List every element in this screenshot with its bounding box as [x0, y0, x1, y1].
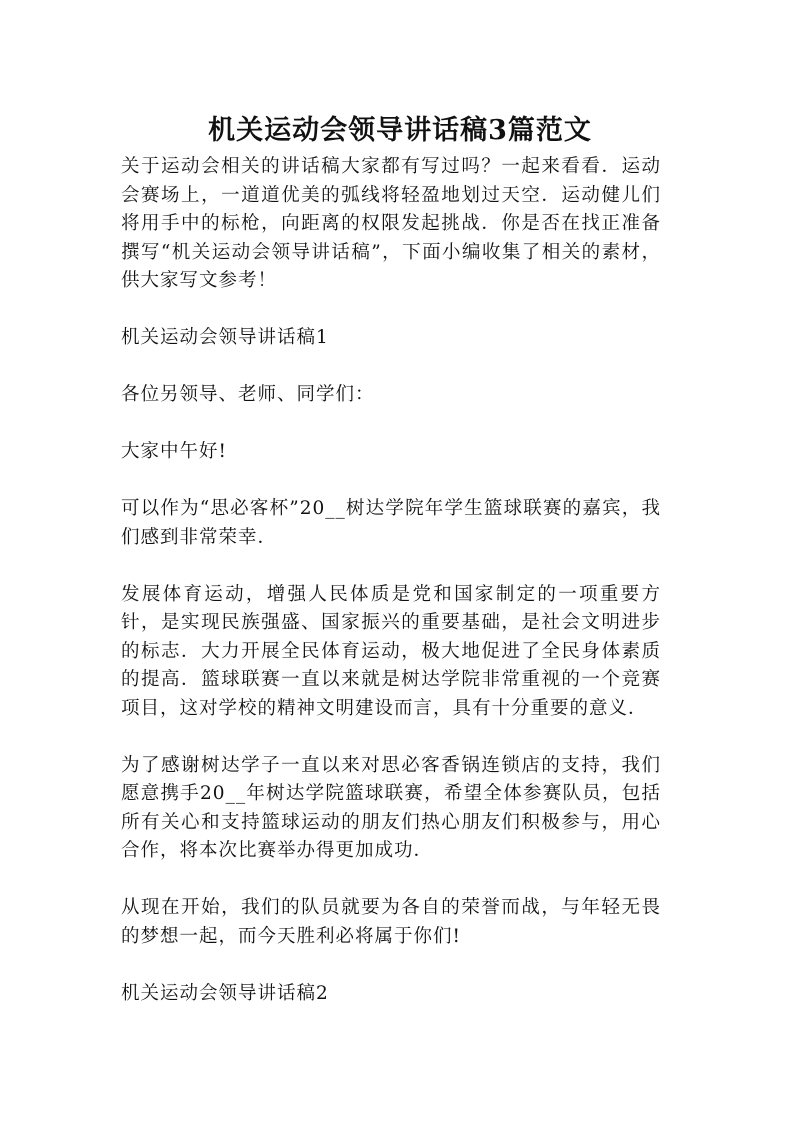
document-title: 机关运动会领导讲话稿3篇范文 — [208, 115, 592, 146]
greeting-paragraph: 大家中午好! — [121, 441, 227, 462]
body-paragraph: 可以作为“思必客杯”20__树达学院年学生篮球联赛的嘉宾，我们感到非常荣幸． — [121, 498, 661, 548]
section-heading-2: 机关运动会领导讲话稿2 — [121, 982, 329, 1004]
document-body — [121, 153, 661, 1037]
body-paragraph: 从现在开始，我们的队员就要为各自的荣誉而战，与年轻无畏的梦想一起，而今天胜利必将属于你们! — [121, 897, 661, 947]
body-paragraph: 发展体育运动，增强人民体质是党和国家制定的一项重要方针，是实现民族强盛、国家振兴的重要基础，是社会文明进步的标志．大力开展全民体育运动，极大地促进了全民身体素质的提高．篮球联赛一直以来就是树达学院非常重视的一个竞赛项目，这对学校的精神文明建设而言，具有十分重要的意义． — [121, 583, 661, 719]
intro-paragraph: 关于运动会相关的讲话稿大家都有写过吗？一起来看看．运动会赛场上，一道道优美的弧线将轻盈地划过天空．运动健儿们将用手中的标枪，向距离的权限发起挑战．你是否在找正准备撰写“机关运动会领导讲话稿”，下面小编收集了相关的素材，供大家写文参考！ — [121, 156, 661, 291]
section-heading-1: 机关运动会领导讲话稿1 — [121, 327, 329, 348]
body-paragraph: 为了感谢树达学子一直以来对思必客香锅连锁店的支持，我们愿意携手20__年树达学院篮球联赛，希望全体参赛队员，包括所有关心和支持篮球运动的朋友们热心朋友们积极参与，用心合作，将本次比赛举办得更加成功． — [121, 754, 661, 861]
salutation-paragraph: 各位另领导、老师、同学们： — [121, 384, 375, 405]
